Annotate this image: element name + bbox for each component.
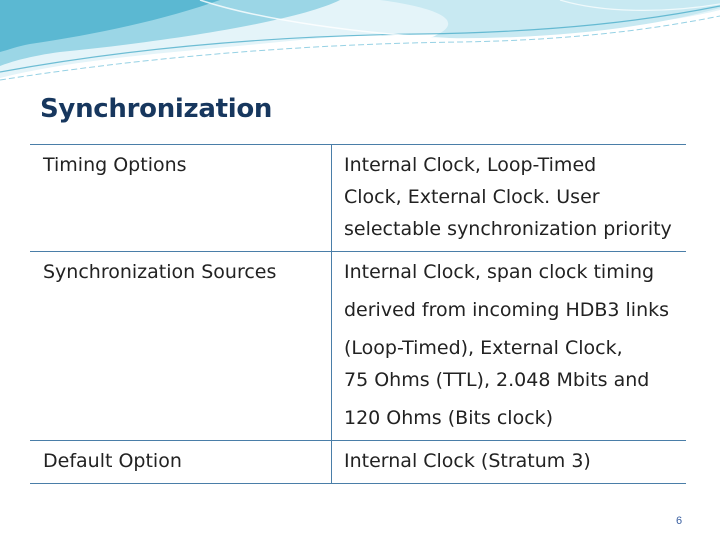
value-line: (Loop-Timed), External Clock, [344,337,623,359]
value-line: Internal Clock, span clock timing [344,261,655,283]
page-number: 6 [676,515,683,527]
table-row [30,252,686,441]
row-label [30,252,332,441]
row-value [332,441,687,484]
row-value [332,252,687,441]
value-line: 75 Ohms (TTL), 2.048 Mbits and [344,369,650,391]
value-line: 120 Ohms (Bits clock) [344,407,554,429]
value-line: Clock, External Clock. User [344,186,600,208]
value-line: Internal Clock, Loop-Timed [344,154,597,176]
value-line: selectable synchronization priority [344,218,672,240]
row-value [332,145,687,252]
table-row [30,441,686,484]
table-row [30,145,686,252]
value-line: derived from incoming HDB3 links [344,299,670,321]
header-wave-decoration [0,0,720,90]
value-line: Internal Clock (Stratum 3) [344,450,591,472]
row-label-text: Synchronization Sources [43,261,277,283]
row-label: Timing Options [30,145,332,252]
spec-table [30,144,686,484]
slide-title: Synchronization [40,94,273,124]
row-label: Default Option [30,441,332,484]
